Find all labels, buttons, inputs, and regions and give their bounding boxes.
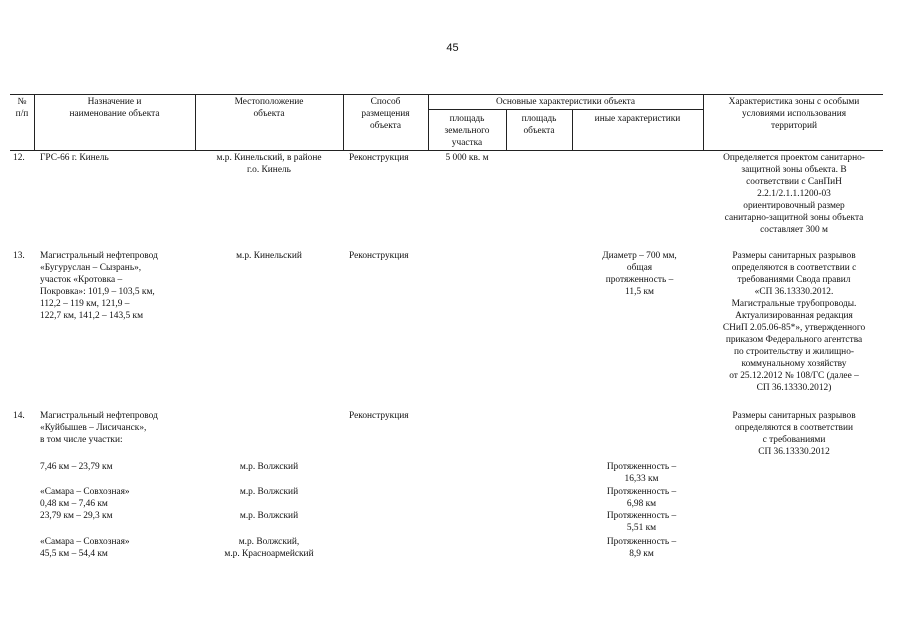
row-method: Реконструкция: [349, 251, 409, 261]
header-num: № п/п: [15, 97, 29, 119]
subitem-location: м.р. Волжский: [239, 487, 299, 497]
row-method: Реконструкция: [349, 411, 409, 421]
row-zone: Размеры санитарных разрывов определяются в соответствии с требованиями СП 36.13330.2012: [732, 411, 856, 457]
subitem-name: «Самара – Совхозная» 45,5 км – 54,4 км: [40, 537, 130, 559]
col-divider-2: [195, 94, 196, 150]
col-divider-5: [506, 109, 507, 150]
header-name: Назначение и наименование объекта: [69, 97, 160, 119]
row-name: ГРС-66 г. Кинель: [40, 153, 109, 163]
col-divider-3: [343, 94, 344, 150]
page-number: 45: [446, 42, 459, 54]
row-name: Магистральный нефтепровод «Куйбышев – Лисичанск», в том числе участки:: [40, 411, 158, 445]
subitem-other: Протяженность – 6,98 км: [606, 487, 677, 509]
subitem-location: м.р. Волжский, м.р. Красноармейский: [224, 537, 314, 559]
subitem-location: м.р. Волжский: [239, 462, 299, 472]
table-top-rule: [10, 94, 883, 95]
header-bottom-rule: [10, 150, 883, 151]
header-method: Способ размещения объекта: [361, 97, 410, 131]
row-method: Реконструкция: [349, 153, 409, 163]
col-divider-7: [703, 94, 704, 150]
main-characteristics-rule: [428, 109, 703, 110]
header-land-area: площадь земельного участка: [444, 114, 490, 148]
row-zone: Определяется проектом санитарно- защитной зоны объекта. В соответствии с СанПиН 2.2.1/2.1.1.1200-03 ориентировочный размер санитарно-защитной зоны объекта составляет 300 м: [723, 153, 865, 235]
row-name: Магистральный нефтепровод «Бугуруслан – Сызрань», участок «Кротовка – Покровка»: 101,9 – 103,5 км, 112,2 – 119 км, 121,9 – 122,7 км, 141,2 – 143,5 км: [40, 251, 158, 321]
subitem-location: м.р. Волжский: [239, 511, 299, 521]
header-other: иные характеристики: [594, 114, 681, 124]
row-num: 14.: [13, 411, 25, 421]
row-zone: Размеры санитарных разрывов определяются в соответствии с требованиями Свода правил «СП 36.13330.2012. Магистральные трубопроводы. Актуализированная редакция СНиП 2.05.06-85*», утвержденного приказом Федерального агентства по строительству и жилищно- коммунальному хозяйству от 25.12.2012 № 108/ГС (далее – СП 36.13330.2012): [722, 251, 866, 393]
row-location: м.р. Кинельский: [236, 251, 302, 261]
col-divider-1: [34, 94, 35, 150]
header-zone: Характеристика зоны с особыми условиями использования территорий: [728, 97, 860, 131]
col-divider-4: [428, 94, 429, 150]
subitem-name: «Самара – Совхозная» 0,48 км – 7,46 км: [40, 487, 130, 509]
header-location: Местоположение объекта: [234, 97, 304, 119]
col-divider-6: [572, 109, 573, 150]
row-other: Диаметр – 700 мм, общая протяженность – 11,5 км: [602, 251, 677, 297]
header-main-characteristics: Основные характеристики объекта: [495, 97, 636, 107]
row-location: м.р. Кинельский, в районе г.о. Кинель: [216, 153, 322, 175]
row-num: 13.: [13, 251, 25, 261]
row-land-area: 5 000 кв. м: [445, 153, 489, 163]
subitem-other: Протяженность – 5,51 км: [606, 511, 677, 533]
row-num: 12.: [13, 153, 25, 163]
subitem-name: 7,46 км – 23,79 км: [40, 462, 113, 472]
subitem-name: 23,79 км – 29,3 км: [40, 511, 113, 521]
subitem-other: Протяженность – 16,33 км: [606, 462, 677, 484]
subitem-other: Протяженность – 8,9 км: [606, 537, 677, 559]
header-object-area: площадь объекта: [521, 114, 557, 136]
